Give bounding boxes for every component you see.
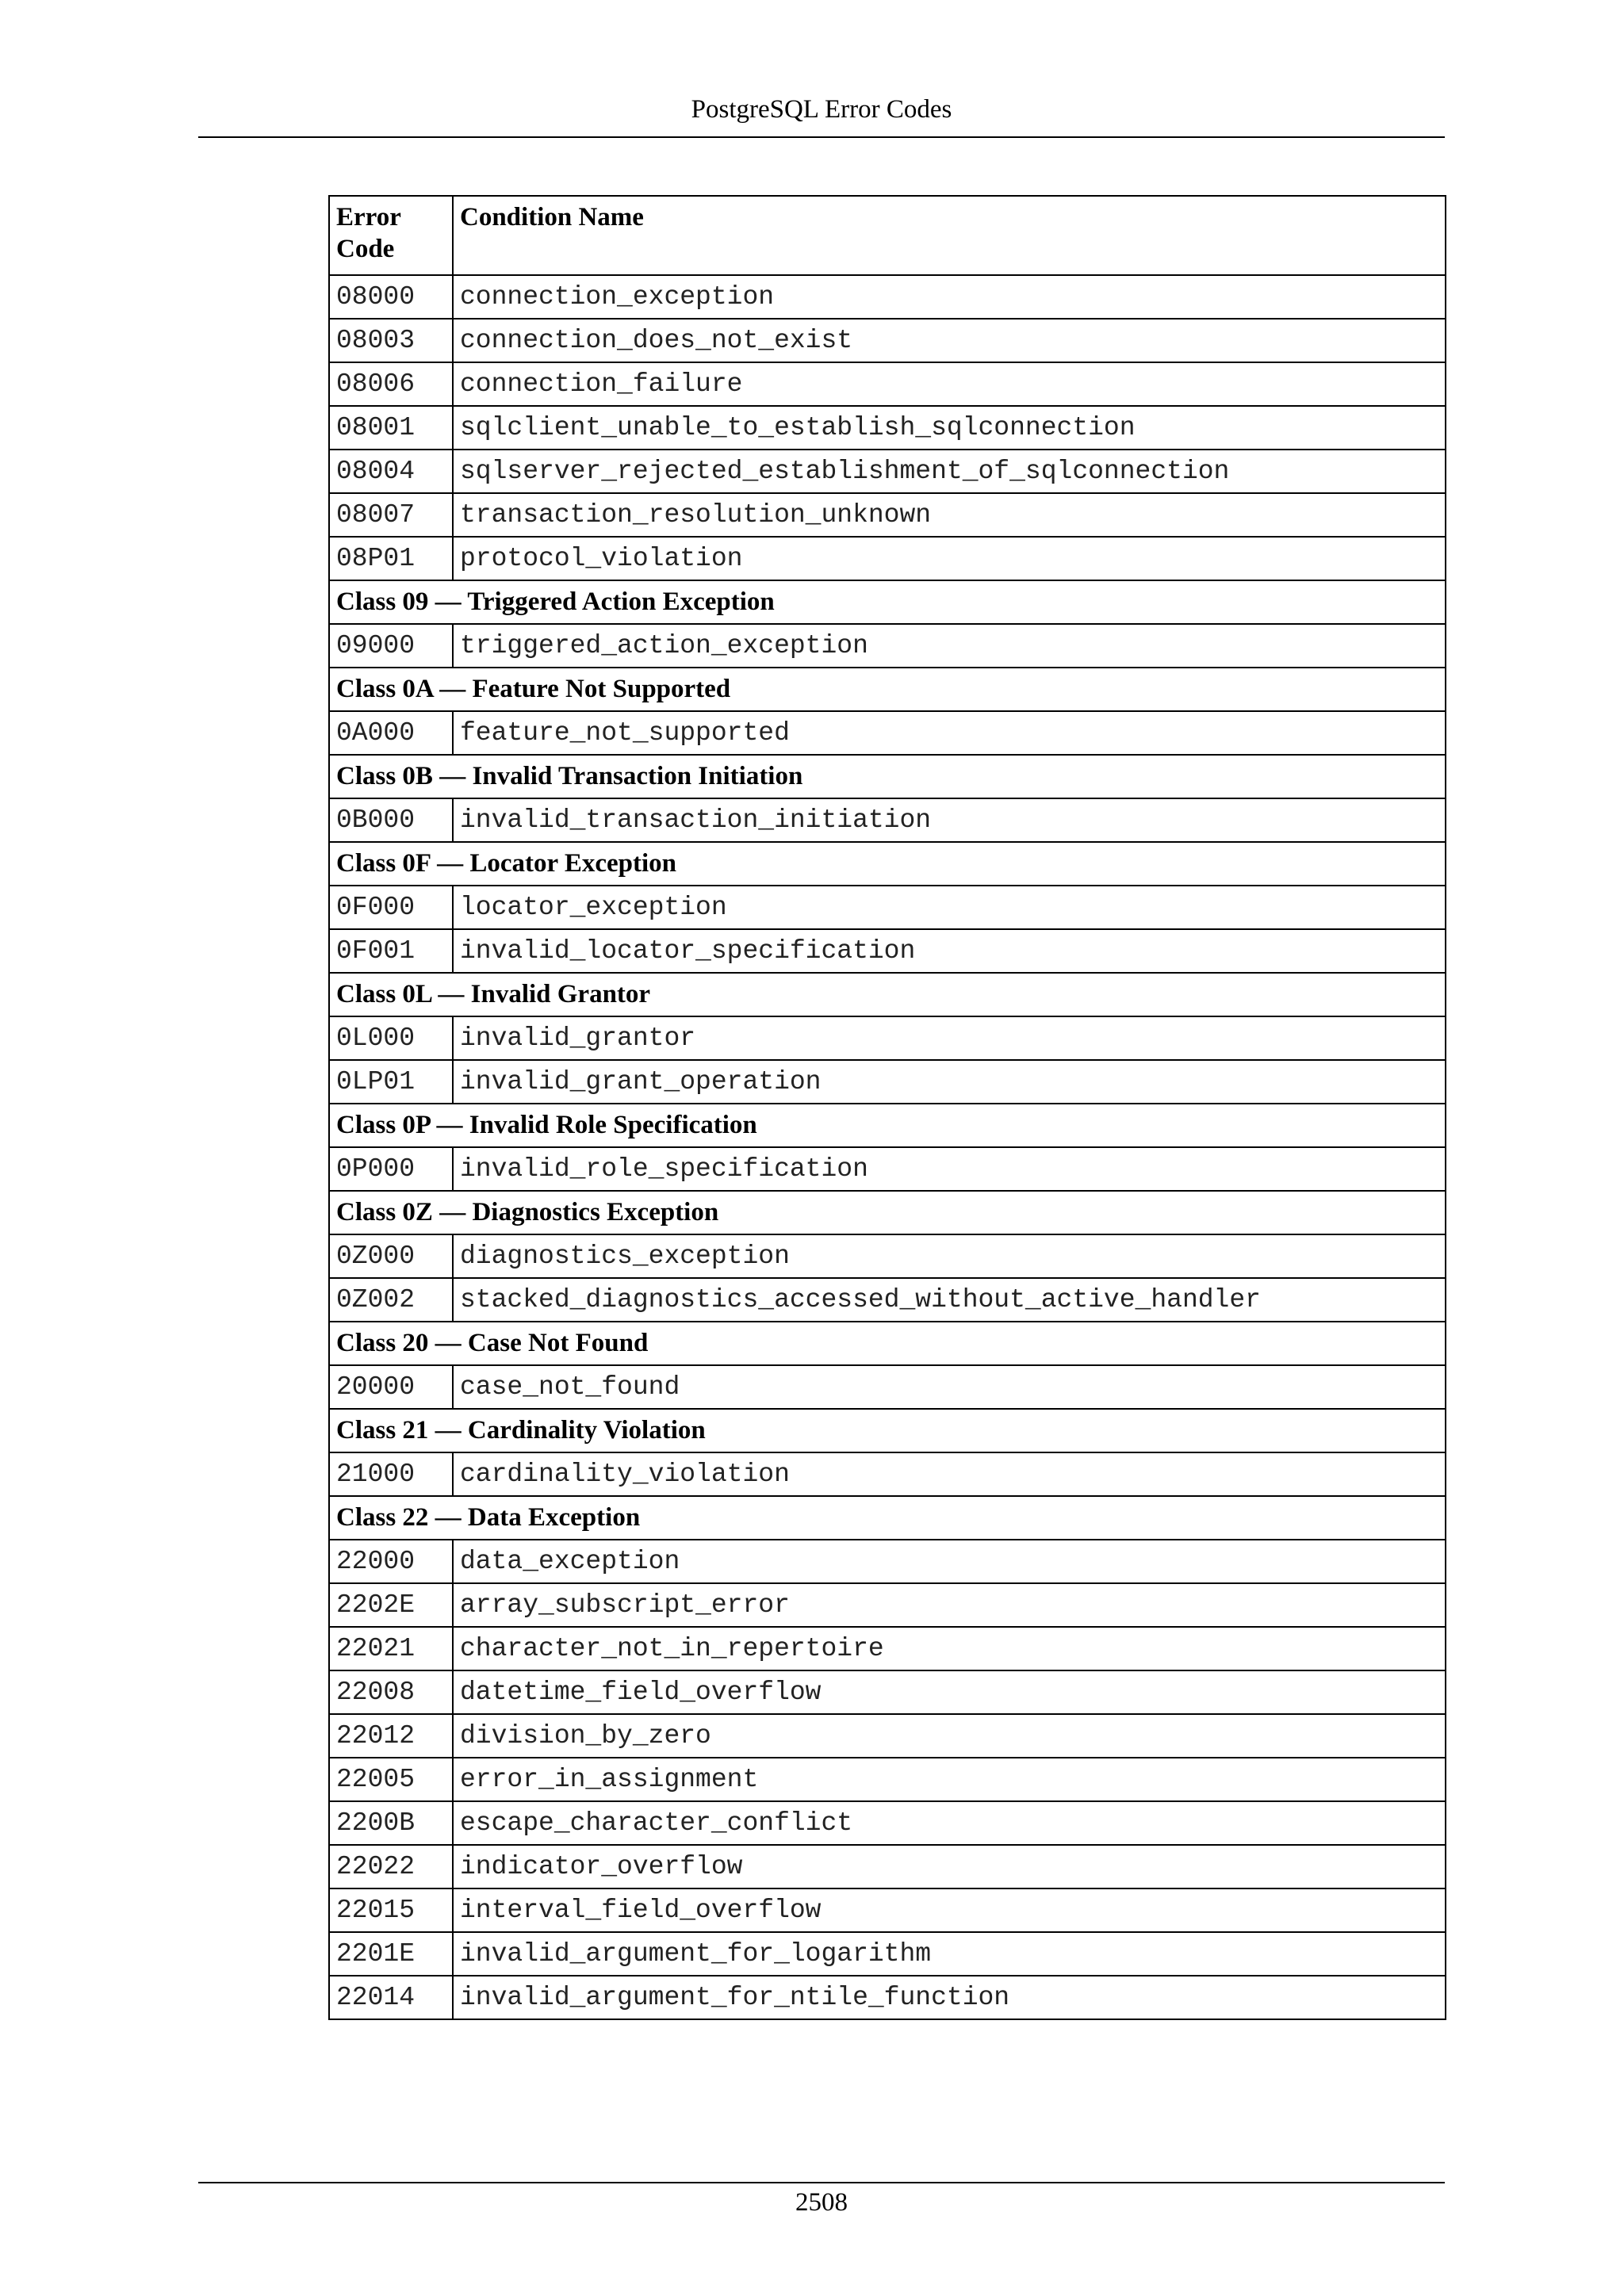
condition-name-cell: array_subscript_error [453, 1583, 1446, 1627]
error-code-cell: 0P000 [329, 1147, 453, 1191]
table-row [329, 1583, 1446, 1627]
class-heading-row [329, 842, 1446, 886]
error-code-cell: 08P01 [329, 537, 453, 580]
error-code-cell: 0L000 [329, 1016, 453, 1060]
class-heading: Class 20 — Case Not Found [329, 1322, 1446, 1365]
class-heading: Class 0P — Invalid Role Specification [329, 1104, 1446, 1147]
table-row [329, 1714, 1446, 1758]
error-code-cell: 2201E [329, 1932, 453, 1976]
header-divider [198, 136, 1445, 138]
table-row [329, 1801, 1446, 1845]
condition-name-cell: interval_field_overflow [453, 1888, 1446, 1932]
condition-name-cell: transaction_resolution_unknown [453, 493, 1446, 537]
table-row [329, 1060, 1446, 1104]
table-body [329, 275, 1446, 2019]
table-row [329, 1845, 1446, 1888]
class-heading-row [329, 1322, 1446, 1365]
condition-name-cell: invalid_grant_operation [453, 1060, 1446, 1104]
class-heading-row [329, 1104, 1446, 1147]
error-code-cell: 22015 [329, 1888, 453, 1932]
page-number: 2508 [795, 2188, 848, 2217]
condition-name-cell: sqlclient_unable_to_establish_sqlconnection [453, 406, 1446, 450]
error-code-cell: 0F000 [329, 886, 453, 929]
condition-name-cell: division_by_zero [453, 1714, 1446, 1758]
table-row [329, 711, 1446, 755]
condition-name-cell: protocol_violation [453, 537, 1446, 580]
error-code-cell: 22000 [329, 1540, 453, 1583]
table-row [329, 1888, 1446, 1932]
table-row [329, 1234, 1446, 1278]
error-codes-table [328, 195, 1446, 2020]
class-heading: Class 0L — Invalid Grantor [329, 973, 1446, 1016]
table-row [329, 275, 1446, 319]
condition-name-cell: data_exception [453, 1540, 1446, 1583]
error-code-cell: 0A000 [329, 711, 453, 755]
condition-name-cell: case_not_found [453, 1365, 1446, 1409]
class-heading-row [329, 668, 1446, 711]
class-heading: Class 21 — Cardinality Violation [329, 1409, 1446, 1452]
error-code-cell: 08003 [329, 319, 453, 362]
table-row [329, 362, 1446, 406]
error-code-cell: 0Z002 [329, 1278, 453, 1322]
error-code-cell: 2200B [329, 1801, 453, 1845]
error-code-cell: 22012 [329, 1714, 453, 1758]
condition-name-cell: connection_does_not_exist [453, 319, 1446, 362]
error-code-cell: 0F001 [329, 929, 453, 973]
table-row [329, 624, 1446, 668]
class-heading: Class 0A — Feature Not Supported [329, 668, 1446, 711]
error-code-cell: 22021 [329, 1627, 453, 1670]
class-heading-row [329, 973, 1446, 1016]
condition-name-cell: locator_exception [453, 886, 1446, 929]
table-row [329, 1976, 1446, 2019]
error-code-cell: 2202E [329, 1583, 453, 1627]
error-code-cell: 22014 [329, 1976, 453, 2019]
table-row [329, 1452, 1446, 1496]
table-row [329, 319, 1446, 362]
table-row [329, 1932, 1446, 1976]
table-row [329, 1670, 1446, 1714]
condition-name-cell: invalid_locator_specification [453, 929, 1446, 973]
condition-name-cell: feature_not_supported [453, 711, 1446, 755]
condition-name-cell: indicator_overflow [453, 1845, 1446, 1888]
condition-name-cell: connection_exception [453, 275, 1446, 319]
class-heading: Class 0B — Invalid Transaction Initiation [329, 755, 1446, 798]
condition-name-cell: character_not_in_repertoire [453, 1627, 1446, 1670]
class-heading-row [329, 755, 1446, 798]
error-code-cell: 08001 [329, 406, 453, 450]
error-code-cell: 0B000 [329, 798, 453, 842]
class-heading-row [329, 1496, 1446, 1540]
table-row [329, 537, 1446, 580]
condition-name-cell: invalid_grantor [453, 1016, 1446, 1060]
condition-name-cell: invalid_argument_for_ntile_function [453, 1976, 1446, 2019]
condition-name-cell: invalid_argument_for_logarithm [453, 1932, 1446, 1976]
table-row [329, 929, 1446, 973]
column-header-error-code: Error Code [329, 196, 453, 275]
class-heading: Class 0F — Locator Exception [329, 842, 1446, 886]
condition-name-cell: cardinality_violation [453, 1452, 1446, 1496]
error-code-cell: 22005 [329, 1758, 453, 1801]
error-code-cell: 22008 [329, 1670, 453, 1714]
table-row [329, 1758, 1446, 1801]
error-code-cell: 08006 [329, 362, 453, 406]
error-code-cell: 08004 [329, 450, 453, 493]
condition-name-cell: sqlserver_rejected_establishment_of_sqlconnection [453, 450, 1446, 493]
error-code-cell: 21000 [329, 1452, 453, 1496]
table-row [329, 1278, 1446, 1322]
condition-name-cell: invalid_transaction_initiation [453, 798, 1446, 842]
condition-name-cell: error_in_assignment [453, 1758, 1446, 1801]
table-row [329, 1627, 1446, 1670]
condition-name-cell: stacked_diagnostics_accessed_without_active_handler [453, 1278, 1446, 1322]
table-row [329, 886, 1446, 929]
table-row [329, 1016, 1446, 1060]
class-heading-row [329, 1191, 1446, 1234]
table-row [329, 1147, 1446, 1191]
class-heading: Class 22 — Data Exception [329, 1496, 1446, 1540]
error-code-cell: 0Z000 [329, 1234, 453, 1278]
condition-name-cell: diagnostics_exception [453, 1234, 1446, 1278]
error-code-cell: 0LP01 [329, 1060, 453, 1104]
condition-name-cell: escape_character_conflict [453, 1801, 1446, 1845]
condition-name-cell: datetime_field_overflow [453, 1670, 1446, 1714]
class-heading-row [329, 580, 1446, 624]
table-row [329, 450, 1446, 493]
table-header-row [329, 196, 1446, 275]
class-heading: Class 0Z — Diagnostics Exception [329, 1191, 1446, 1234]
table-row [329, 493, 1446, 537]
table-row [329, 1365, 1446, 1409]
condition-name-cell: invalid_role_specification [453, 1147, 1446, 1191]
table-row [329, 406, 1446, 450]
column-header-condition-name: Condition Name [453, 196, 1446, 275]
error-code-cell: 08000 [329, 275, 453, 319]
table-row [329, 1540, 1446, 1583]
class-heading: Class 09 — Triggered Action Exception [329, 580, 1446, 624]
condition-name-cell: triggered_action_exception [453, 624, 1446, 668]
error-code-cell: 09000 [329, 624, 453, 668]
condition-name-cell: connection_failure [453, 362, 1446, 406]
error-code-cell: 20000 [329, 1365, 453, 1409]
error-code-cell: 22022 [329, 1845, 453, 1888]
page-header-title: PostgreSQL Error Codes [691, 95, 952, 124]
error-code-cell: 08007 [329, 493, 453, 537]
class-heading-row [329, 1409, 1446, 1452]
footer-divider [198, 2182, 1445, 2183]
table-row [329, 798, 1446, 842]
